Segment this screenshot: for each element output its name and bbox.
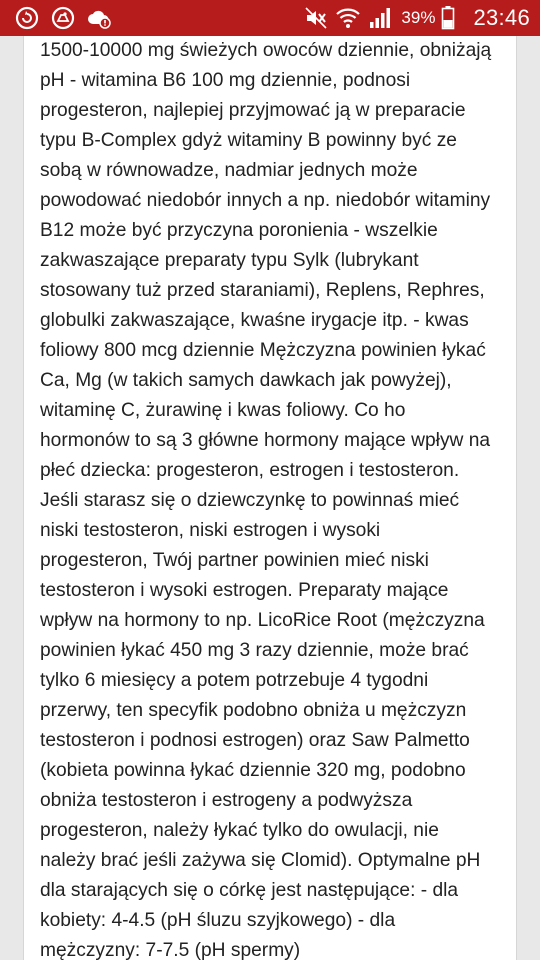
post-text-line: hormonów to są 3 główne hormony mające wpływ na bbox=[40, 430, 491, 451]
status-bar bbox=[0, 0, 540, 36]
post-body-text bbox=[24, 36, 516, 960]
post-text-line: kobiety: 4-4.5 (pH śluzu szyjkowego) - dla bbox=[40, 910, 396, 931]
status-left-icons bbox=[14, 5, 112, 31]
post-text-line: przerwy, ten specyfik podobno obniża u mężczyzn bbox=[40, 700, 467, 721]
wifi-icon bbox=[335, 5, 361, 31]
post-card bbox=[23, 36, 517, 960]
post-text-line: powodować niedobór innych a np. niedobór witaminy bbox=[40, 190, 491, 211]
drive-icon bbox=[50, 5, 76, 31]
post-text-line: tylko 6 miesięcy a potem potrzebuje 4 tygodni bbox=[40, 670, 429, 691]
post-text-line: 1500-10000 mg świeżych owoców dziennie, obniżają bbox=[40, 40, 492, 61]
mute-icon bbox=[303, 5, 329, 31]
post-text-line: niski testosteron, niski estrogen i wysoki bbox=[40, 520, 381, 541]
post-text-line: testosteron i wysoki estrogen. Preparaty mające bbox=[40, 580, 449, 601]
post-text-line: wpływ na hormony to np. LicoRice Root (mężczyzna bbox=[40, 610, 485, 631]
post-text-line: (kobieta powinna łykać dziennie 320 mg, podobno bbox=[40, 760, 466, 781]
status-right-icons bbox=[303, 5, 530, 31]
post-text-line: witaminę C, żurawinę i kwas foliowy. Co ho bbox=[40, 400, 406, 421]
status-clock: 23:46 bbox=[473, 5, 530, 30]
post-text-line: progesteron, należy łykać tylko do owulacji, nie bbox=[40, 820, 439, 841]
post-text-line: płeć dziecka: progesteron, estrogen i testosteron. bbox=[40, 460, 460, 481]
post-text-line: testosteron i podnosi estrogen) oraz Saw Palmetto bbox=[40, 730, 470, 751]
post-text-line: należy brać jeśli zażywa się Clomid). Optymalne pH bbox=[40, 850, 481, 871]
post-text-line: pH - witamina B6 100 mg dziennie, podnosi bbox=[40, 70, 411, 91]
signal-icon bbox=[367, 5, 393, 31]
battery-percentage: 39% bbox=[401, 8, 436, 27]
post-text-line: sobą w równowadze, nadmiar jednych może bbox=[40, 160, 418, 181]
cloud-alert-icon bbox=[86, 5, 112, 31]
post-text-line: typu B-Complex gdyż witaminy B powinny być ze bbox=[40, 130, 457, 151]
post-text-line: globulki zakwaszające, kwaśne irygacje itp. - kwas bbox=[40, 310, 469, 331]
post-text-line: dla starających się o córkę jest następujące: - dla bbox=[40, 880, 459, 901]
post-text-line: zakwaszające preparaty typu Sylk (lubrykant bbox=[40, 250, 419, 271]
post-text-line: mężczyzny: 7-7.5 (pH spermy) bbox=[40, 940, 301, 960]
post-text-line: B12 może być przyczyna poronienia - wszelkie bbox=[40, 220, 438, 241]
content-area bbox=[0, 36, 540, 960]
post-text-line: powinien łykać 450 mg 3 razy dziennie, może brać bbox=[40, 640, 469, 661]
post-text-line: Jeśli starasz się o dziewczynkę to powinnaś mieć bbox=[40, 490, 460, 511]
post-text-line: progesteron, Twój partner powinien mieć niski bbox=[40, 550, 429, 571]
post-text-line: stosowany tuż przed staraniami), Replens, Rephres, bbox=[40, 280, 485, 301]
post-text-line: obniża testosteron i estrogeny a podwyższa bbox=[40, 790, 413, 811]
post-text-line: foliowy 800 mcg dziennie Mężczyzna powinien łykać bbox=[40, 340, 486, 361]
battery-icon bbox=[441, 5, 455, 31]
post-text-line: progesteron, najlepiej przyjmować ją w preparacie bbox=[40, 100, 466, 121]
sync-icon bbox=[14, 5, 40, 31]
post-text-line: Ca, Mg (w takich samych dawkach jak powyżej), bbox=[40, 370, 452, 391]
